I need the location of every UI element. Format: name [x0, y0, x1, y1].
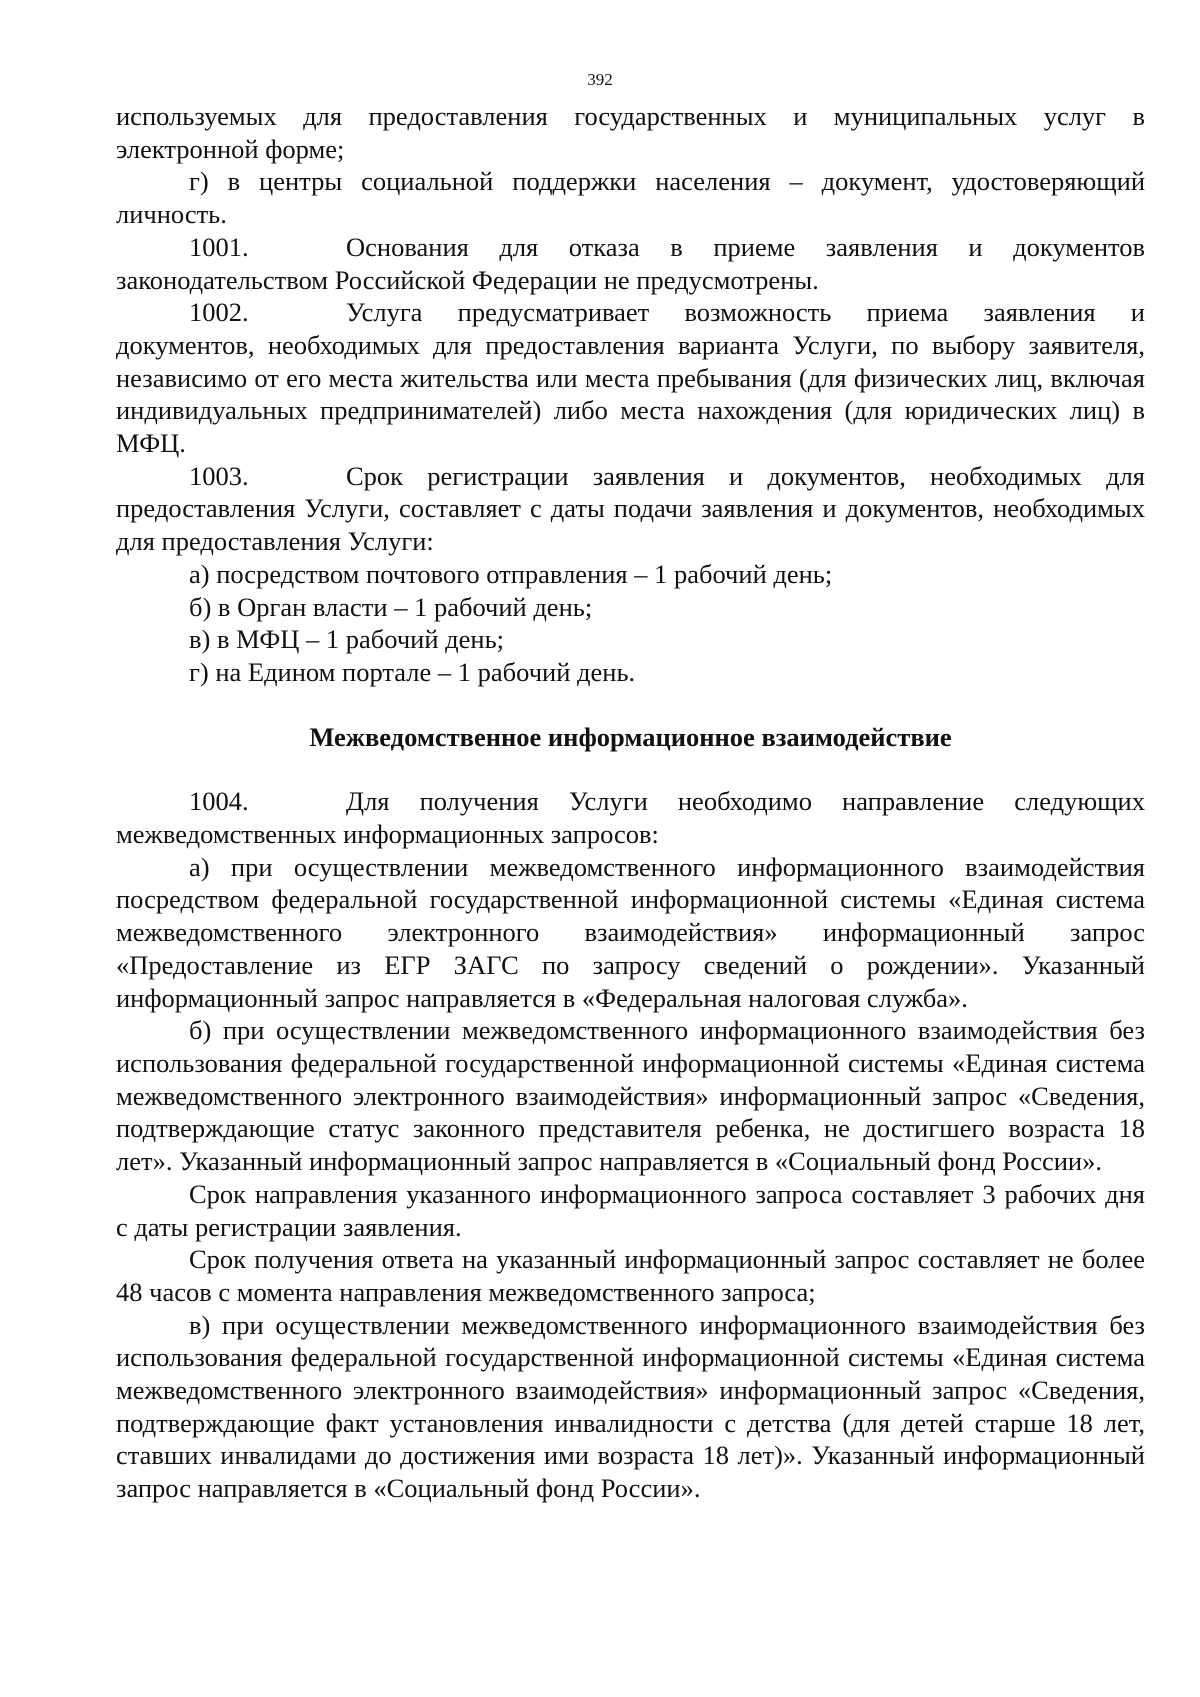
item-text: Срок регистрации заявления и документов, необходимых для предоставления Услуги, составляет с даты подачи заявления и документов, необходимых для предоставления Услуги:: [116, 460, 1145, 557]
section-heading: Межведомственное информационное взаимодействие: [309, 721, 952, 752]
item-number: 1002.: [189, 297, 249, 328]
paragraph-request-a: а) при осуществлении межведомственного информационного взаимодействия посредством федеральной государственной информационной системы «Единая система межведомственного электронного взаимодействия» информационный запрос «Предоставление из ЕГР ЗАГС по запросу сведений о рождении». Указанный информационный запрос направляется в «Федеральная налоговая служба».: [116, 851, 1145, 1013]
subitem-g-portal: г) на Едином портале – 1 рабочий день.: [189, 656, 636, 687]
item-1002: [116, 296, 1145, 460]
paragraph-continuation: используемых для предоставления государственных и муниципальных услуг в электронной форме;: [116, 101, 1145, 164]
paragraph-deadline-send: Срок направления указанного информационного запроса составляет 3 рабочих дня с даты регистрации заявления.: [116, 1178, 1145, 1242]
page-number: 392: [587, 70, 613, 89]
paragraph-item-g-social: г) в центры социальной поддержки населения – документ, удостоверяющий личность.: [116, 166, 1145, 230]
subitem-a-post: а) посредством почтового отправления – 1 рабочий день;: [189, 558, 833, 589]
item-1003: [116, 460, 1145, 558]
paragraph-request-b: б) при осуществлении межведомственного информационного взаимодействия без использования федеральной государственной информационной системы «Единая система межведомственного электронного взаимодействия» информационный запрос «Сведения, подтверждающие статус законного представителя ребенка, не достигшего возраста 18 лет». Указанный информационный запрос направляется в «Социальный фонд России».: [116, 1015, 1145, 1177]
subitem-v-mfc: в) в МФЦ – 1 рабочий день;: [189, 624, 505, 655]
item-1004: [116, 785, 1145, 850]
item-number: 1004.: [189, 786, 249, 817]
item-number: 1003.: [189, 460, 249, 491]
item-text: Для получения Услуги необходимо направление следующих межведомственных информационных запросов:: [116, 786, 1145, 850]
subitem-b-authority: б) в Орган власти – 1 рабочий день;: [189, 591, 593, 622]
paragraph-deadline-response: Срок получения ответа на указанный информационный запрос составляет не более 48 часов с момента направления межведомственного запроса;: [116, 1244, 1145, 1307]
item-1001: [116, 231, 1145, 296]
item-number: 1001.: [189, 231, 249, 262]
item-text: Услуга предусматривает возможность приема заявления и документов, необходимых для предоставления варианта Услуги, по выбору заявителя, независимо от его места жительства или места пребывания (для физических лиц, включая индивидуальных предпринимателей) либо места нахождения (для юридических лиц) в МФЦ.: [116, 297, 1145, 459]
document-body: [116, 100, 1145, 1505]
paragraph-request-v: в) при осуществлении межведомственного информационного взаимодействия без использования федеральной государственной информационной системы «Единая система межведомственного электронного взаимодействия» информационный запрос «Сведения, подтверждающие факт установления инвалидности с детства (для детей старше 18 лет, ставших инвалидами до достижения ими возраста 18 лет)». Указанный информационный запрос направляется в «Социальный фонд России».: [116, 1309, 1145, 1504]
item-text: Основания для отказа в приеме заявления и документов законодательством Российской Федерации не предусмотрены.: [116, 231, 1145, 295]
